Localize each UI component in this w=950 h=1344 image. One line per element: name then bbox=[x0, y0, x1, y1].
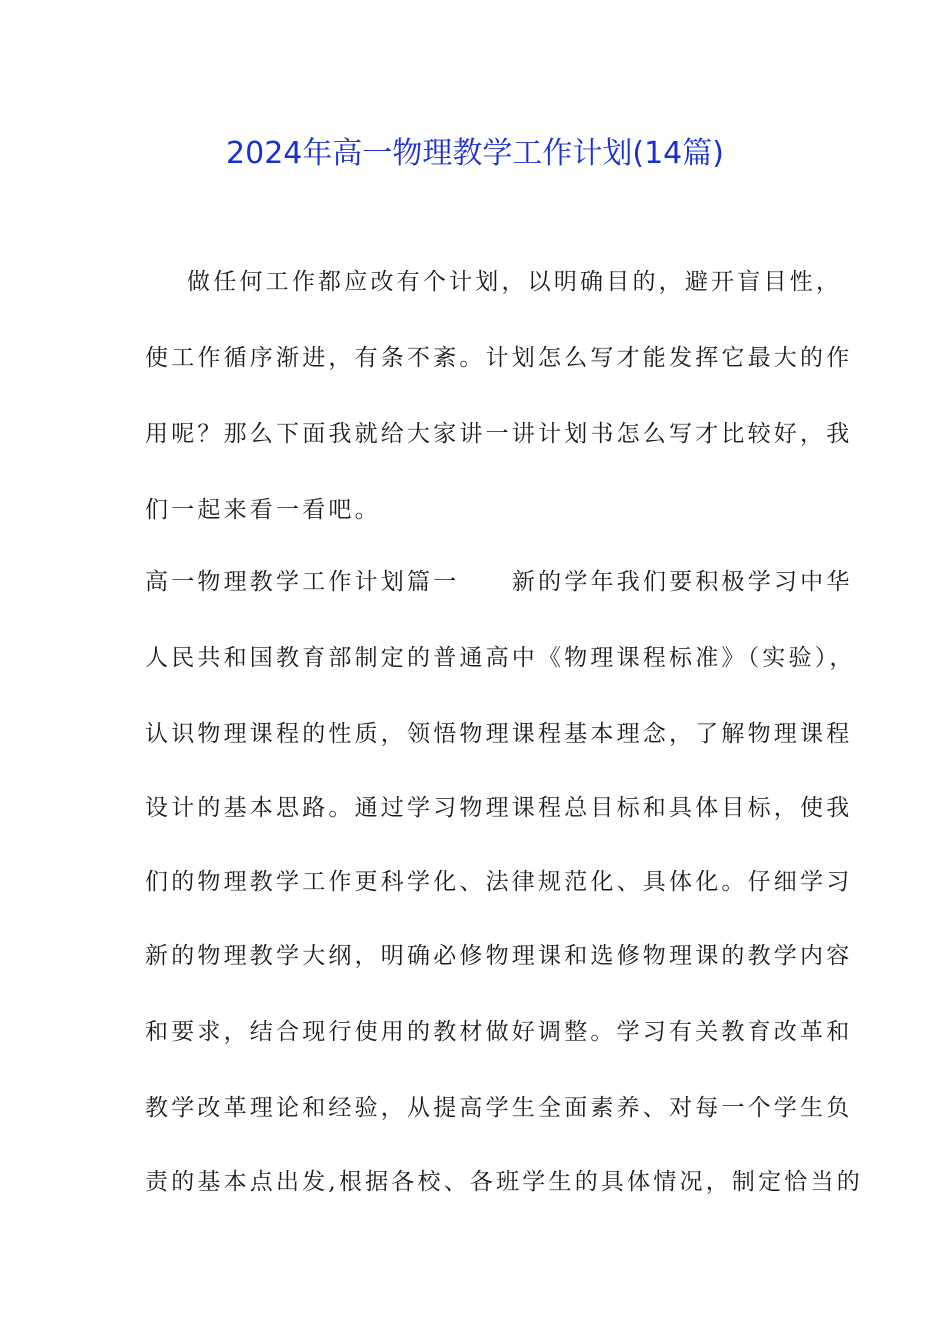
body-line: 人民共和国教育部制定的普通高中《物理课程标准》（实验）， bbox=[145, 645, 856, 671]
body-line: 新的物理教学大纲，明确必修物理课和选修物理课的教学内容 bbox=[145, 943, 853, 969]
body-line: 认识物理课程的性质，领悟物理课程基本理念，了解物理课程 bbox=[145, 721, 853, 747]
body-line: 教学改革理论和经验，从提高学生全面素养、对每一个学生负 bbox=[145, 1095, 853, 1121]
body-line: 设计的基本思路。通过学习物理课程总目标和具体目标，使我 bbox=[145, 795, 853, 821]
body-line: 使工作循序渐进，有条不紊。计划怎么写才能发挥它最大的作 bbox=[145, 345, 853, 371]
body-line: 们一起来看一看吧。 bbox=[145, 497, 381, 523]
section-heading-line: 高一物理教学工作计划篇一 新的学年我们要积极学习中华 bbox=[145, 569, 853, 595]
body-line: 做任何工作都应改有个计划，以明确目的，避开盲目性， bbox=[145, 269, 843, 295]
body-line: 用呢？那么下面我就给大家讲一讲计划书怎么写才比较好，我 bbox=[145, 421, 853, 447]
body-line: 和要求，结合现行使用的教材做好调整。学习有关教育改革和 bbox=[145, 1019, 853, 1045]
body-line: 责的基本点出发,根据各校、各班学生的具体情况，制定恰当的 bbox=[145, 1169, 863, 1195]
document-title: 2024年高一物理教学工作计划(14篇) bbox=[226, 136, 724, 171]
body-line: 们的物理教学工作更科学化、法律规范化、具体化。仔细学习 bbox=[145, 869, 853, 895]
